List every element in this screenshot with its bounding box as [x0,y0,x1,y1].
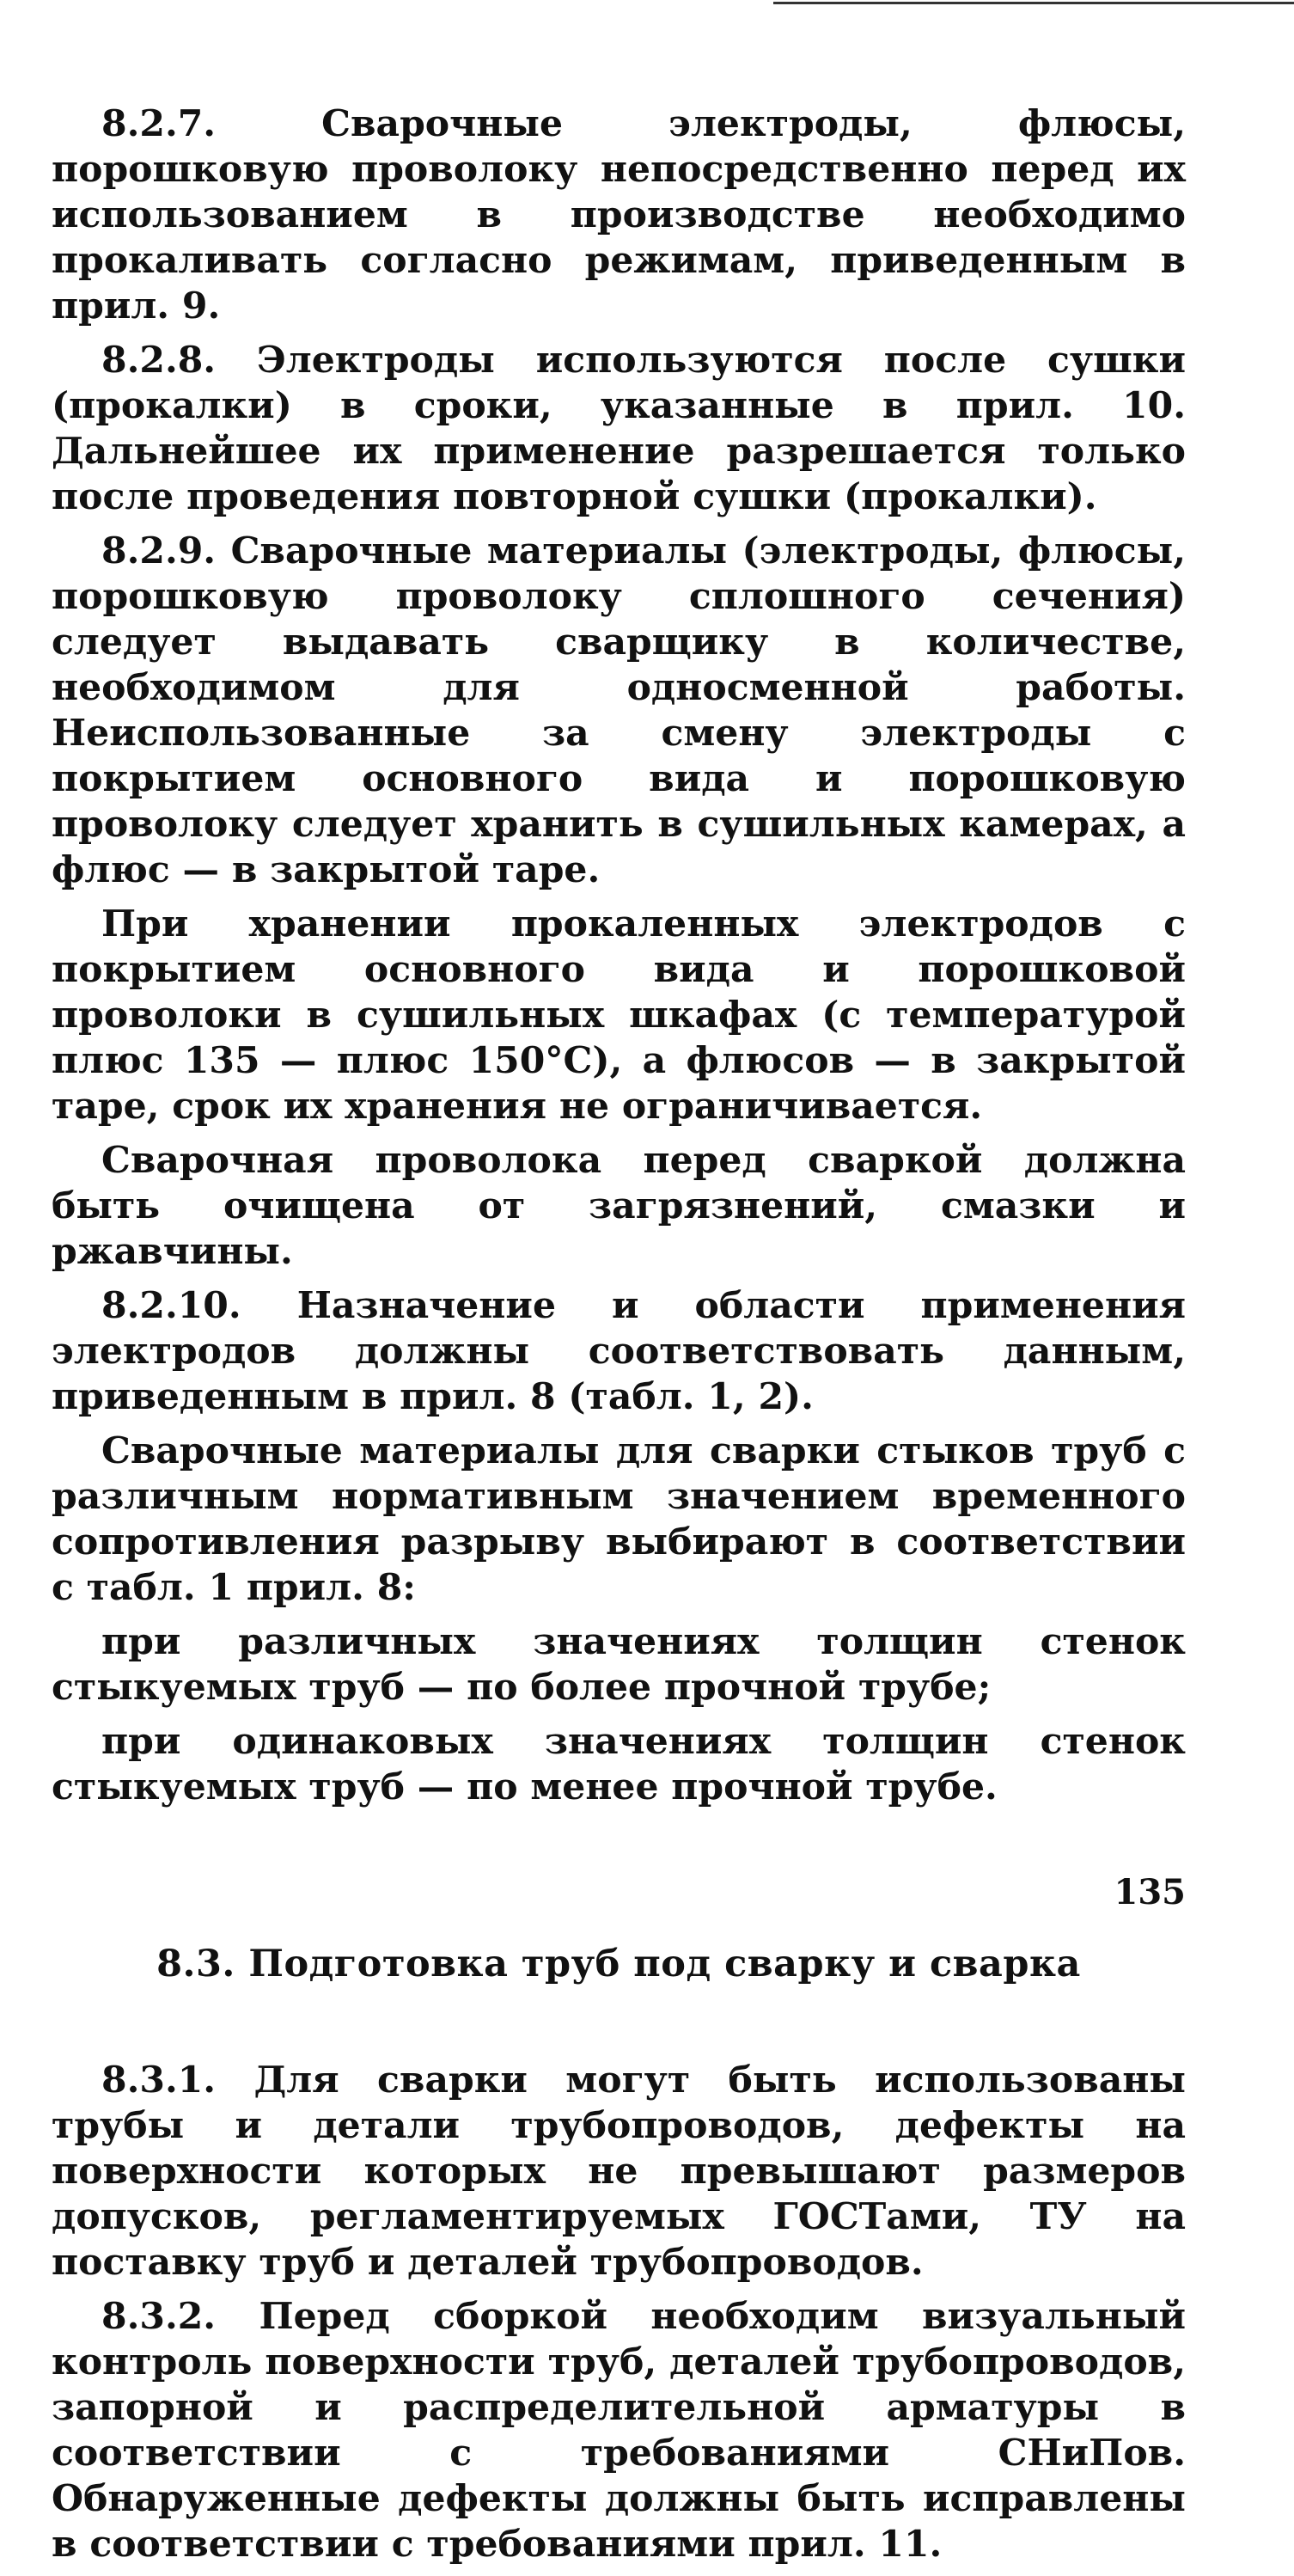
paragraph-8-3-2: 8.3.2. Перед сборкой необходим визуальный контроль поверхности труб, деталей трубопроводов, запорной и распределительной арматуры в соответствии с требованиями СНиПов. Обнаруженные дефекты должны быть исправлены в соответствии с требованиями прил. 11. [52,2295,1186,2566]
paragraph-same-thickness: при одинаковых значениях толщин стенок стыкуемых труб — по менее прочной трубе. [52,1720,1186,1808]
paragraph-8-2-8: 8.2.8. Электроды используются после сушки (прокалки) в сроки, указанные в прил. 10. Дальнейшее их применение разрешается только после проведения повторной сушки (прокалки). [52,339,1186,518]
paragraph-8-2-10: 8.2.10. Назначение и области применения электродов должны соответствовать данным, приведенным в прил. 8 (табл. 1, 2). [52,1284,1186,1418]
top-rule [773,2,1294,4]
section-heading-8-3: 8.3. Подготовка труб под сварку и сварка [156,1943,1081,1986]
paragraph-material-selection: Сварочные материалы для сварки стыков труб с различным нормативным значением временного сопротивления разрыву выбирают в соответствии с табл. 1 прил. 8: [52,1429,1186,1609]
paragraph-wire-cleaning: Сварочная проволока перед сваркой должна быть очищена от загрязнений, смазки и ржавчины. [52,1139,1186,1273]
paragraph-different-thickness: при различных значениях толщин стенок стыкуемых труб — по более прочной трубе; [52,1620,1186,1709]
page-body [52,101,1186,2576]
paragraph-storage: При хранении прокаленных электродов с покрытием основного вида и порошковой проволоки в сушильных шкафах (с температурой плюс 135 — плюс 150°С), а флюсов — в закрытой таре, срок их хранения не ограничивается. [52,903,1186,1128]
paragraph-8-2-7: 8.2.7. Сварочные электроды, флюсы, порошковую проволоку непосредственно перед их использованием в производстве необходимо прокаливать согласно режимам, приведенным в прил. 9. [52,102,1186,327]
paragraph-8-3-1: 8.3.1. Для сварки могут быть использованы трубы и детали трубопроводов, дефекты на поверхности которых не превышают размеров допусков, регламентируемых ГОСТами, ТУ на поставку труб и деталей трубопроводов. [52,2059,1186,2284]
paragraph-8-2-9: 8.2.9. Сварочные материалы (электроды, флюсы, порошковую проволоку сплошного сечения) следует выдавать сварщику в количестве, необходимом для односменной работы. Неиспользованные за смену электроды с покрытием основного вида и порошковую проволоку следует хранить в сушильных камерах, а флюс — в закрытой таре. [52,529,1186,891]
page-number: 135 [1114,1872,1186,1912]
